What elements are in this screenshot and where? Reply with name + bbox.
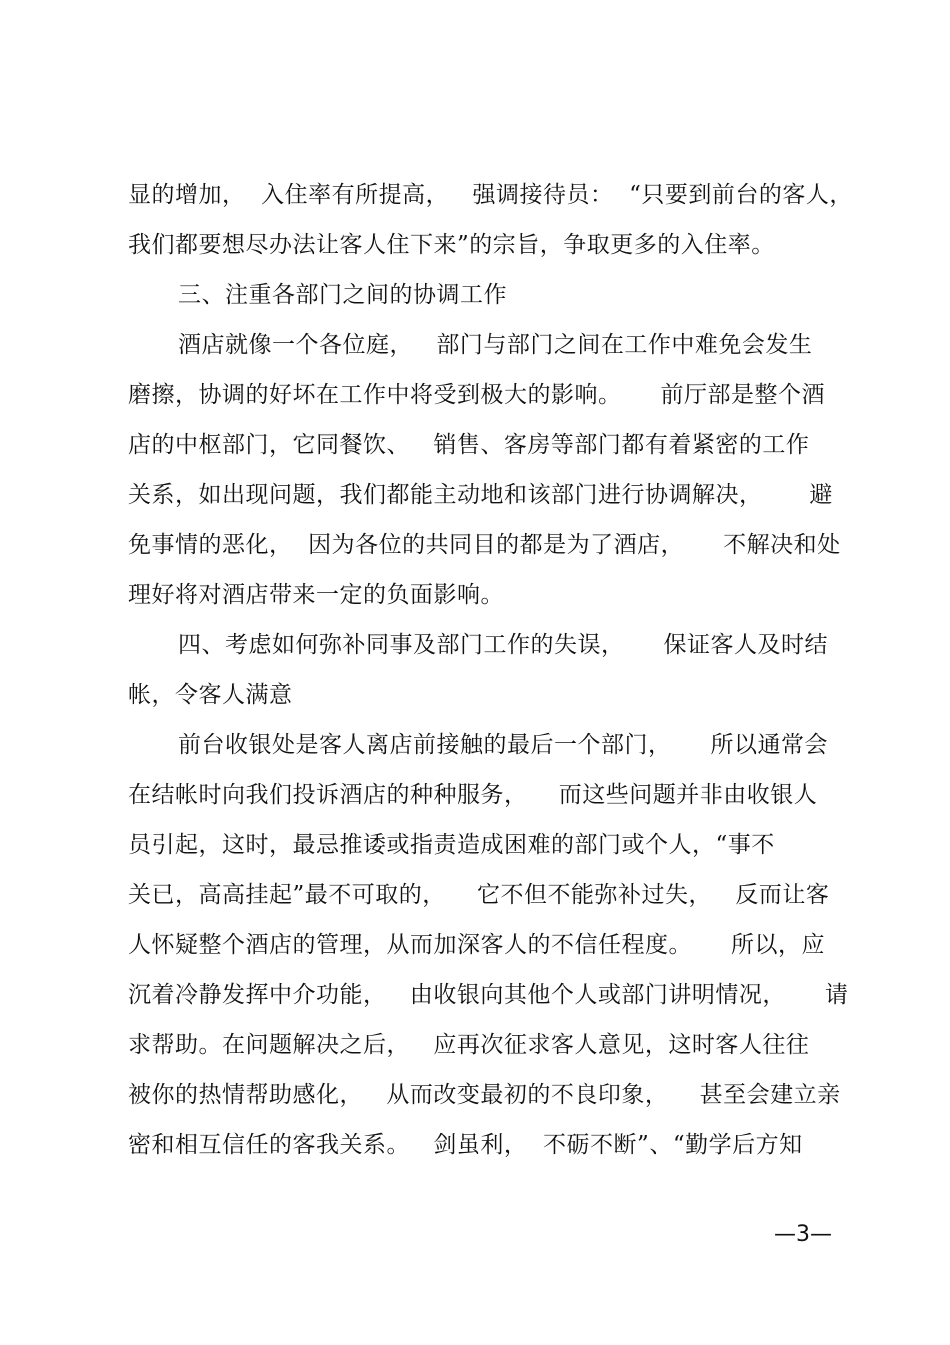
text-line: 前台收银处是客人离店前接触的最后一个部门， 所以通常会 bbox=[178, 732, 829, 758]
text-line: 显的增加， 入住率有所提高， 强调接待员： “只要到前台的客人， bbox=[128, 182, 853, 208]
text-line: 酒店就像一个各位庭， 部门与部门之间在工作中难免会发生 bbox=[178, 332, 813, 358]
text-line: 理好将对酒店带来一定的负面影响。 bbox=[128, 582, 504, 608]
text-line: 被你的热情帮助感化， 从而改变最初的不良印象， 甚至会建立亲 bbox=[128, 1082, 841, 1108]
text-line: 求帮助。在问题解决之后， 应再次征求客人意见，这时客人往往 bbox=[128, 1032, 810, 1058]
text-line: 在结帐时向我们投诉酒店的种种服务， 而这些问题并非由收银人 bbox=[128, 782, 818, 808]
text-line: 员引起，这时，最忌推诿或指责造成困难的部门或个人，“事不 bbox=[128, 832, 775, 858]
section-heading: 帐，令客人满意 bbox=[128, 682, 293, 708]
text-line: 人怀疑整个酒店的管理，从而加深客人的不信任程度。 所以，应 bbox=[128, 932, 826, 958]
text-line: 密和相互信任的客我关系。 剑虽利， 不砺不断”、“勤学后方知 bbox=[128, 1132, 803, 1158]
text-line: 关已，高高挂起”最不可取的， 它不但不能弥补过失， 反而让客 bbox=[128, 882, 830, 908]
section-heading: 三、注重各部门之间的协调工作 bbox=[178, 282, 507, 308]
text-line: 免事情的恶化， 因为各位的共同目的都是为了酒店， 不解决和处 bbox=[128, 532, 841, 558]
section-heading: 四、考虑如何弥补同事及部门工作的失误， 保证客人及时结 bbox=[178, 632, 829, 658]
text-line: 我们都要想尽办法让客人住下来”的宗旨，争取更多的入住率。 bbox=[128, 232, 775, 258]
text-line: 沉着冷静发挥中介功能， 由收银向其他个人或部门讲明情况， 请 bbox=[128, 982, 849, 1008]
page-number: —3— bbox=[774, 1222, 832, 1247]
text-line: 关系，如出现问题，我们都能主动地和该部门进行协调解决， 避 bbox=[128, 482, 833, 508]
text-line: 磨擦，协调的好坏在工作中将受到极大的影响。 前厅部是整个酒 bbox=[128, 382, 826, 408]
text-line: 店的中枢部门，它同餐饮、 销售、客房等部门都有着紧密的工作 bbox=[128, 432, 810, 458]
